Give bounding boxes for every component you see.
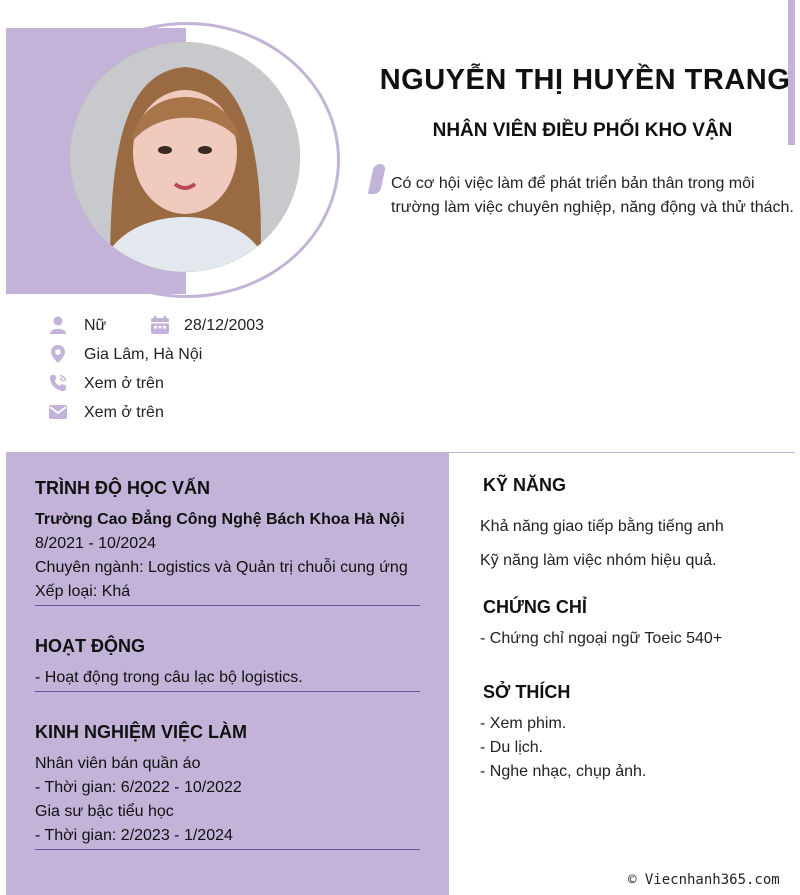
footer-watermark: © Viecnhanh365.com <box>628 872 780 888</box>
experience-line: Nhân viên bán quần áo <box>35 755 201 772</box>
skill-item: Khả năng giao tiếp bằng tiếng anh <box>480 518 724 535</box>
quote-icon <box>368 164 386 194</box>
section-divider <box>35 691 420 692</box>
section-divider <box>35 605 420 606</box>
experience-line: - Thời gian: 6/2022 - 10/2022 <box>35 779 242 796</box>
phone-value: Xem ở trên <box>84 375 164 392</box>
education-major: Chuyên ngành: Logistics và Quản trị chuỗi cung ứng <box>35 559 408 576</box>
hobby-item: - Xem phim. <box>480 715 567 732</box>
experience-line: Gia sư bậc tiểu học <box>35 803 174 820</box>
experience-title: KINH NGHIỆM VIỆC LÀM <box>35 722 248 742</box>
hobby-item: - Nghe nhạc, chụp ảnh. <box>480 763 647 780</box>
section-divider <box>35 849 420 850</box>
calendar-icon <box>150 315 170 335</box>
objective-line: trường làm việc chuyên nghiệp, năng động và thử thách. <box>391 199 794 216</box>
hobby-item: - Du lịch. <box>480 739 544 756</box>
objective-line: Có cơ hội việc làm để phát triển bản thân trong môi <box>391 175 755 192</box>
email-value: Xem ở trên <box>84 404 164 421</box>
birthday-value: 28/12/2003 <box>184 317 265 334</box>
section-rule <box>449 452 795 453</box>
email-icon <box>48 402 68 422</box>
certificate-item: - Chứng chỉ ngoại ngữ Toeic 540+ <box>480 630 723 647</box>
gender-value: Nữ <box>84 317 107 334</box>
address-value: Gia Lâm, Hà Nội <box>84 346 203 363</box>
activity-item: - Hoạt động trong câu lạc bộ logistics. <box>35 669 303 686</box>
education-rank: Xếp loại: Khá <box>35 583 131 600</box>
candidate-name: NGUYỄN THỊ HUYỀN TRANG <box>379 64 791 96</box>
education-period: 8/2021 - 10/2024 <box>35 535 156 552</box>
user-icon <box>48 315 68 335</box>
profile-photo <box>70 42 300 272</box>
career-objective <box>391 172 796 220</box>
hobbies-title: SỞ THÍCH <box>483 682 571 702</box>
phone-icon <box>48 373 68 393</box>
skills-title: KỸ NĂNG <box>483 475 567 495</box>
experience-line: - Thời gian: 2/2023 - 1/2024 <box>35 827 233 844</box>
education-school: Trường Cao Đẳng Công Nghệ Bách Khoa Hà Nội <box>35 511 405 528</box>
skill-item: Kỹ năng làm việc nhóm hiệu quả. <box>480 552 717 569</box>
location-pin-icon <box>48 344 68 364</box>
certificates-title: CHỨNG CHỈ <box>483 597 587 617</box>
education-title: TRÌNH ĐỘ HỌC VẤN <box>35 478 210 498</box>
job-title: NHÂN VIÊN ĐIỀU PHỐI KHO VẬN <box>432 120 733 141</box>
activities-title: HOẠT ĐỘNG <box>35 636 145 656</box>
